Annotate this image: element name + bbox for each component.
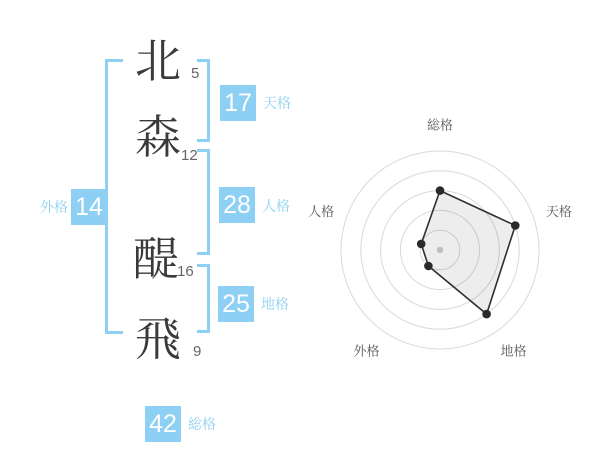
surname-char-1-stroke-count: 5 — [191, 65, 200, 82]
tenkaku-label: 天格 — [263, 95, 291, 111]
jinkaku-label: 人格 — [262, 198, 290, 214]
radar-data-point — [511, 221, 520, 230]
chikaku-score-box: 25 — [218, 286, 254, 322]
radar-axis-label: 総格 — [426, 117, 454, 133]
surname-char-2: 森 — [135, 111, 181, 163]
gaikaku-bracket — [105, 59, 123, 334]
jinkaku-score-box: 28 — [219, 187, 255, 223]
radar-axis-label: 外格 — [353, 343, 380, 359]
radar-axis-label: 地格 — [500, 343, 527, 359]
gaikaku-score-box: 14 — [71, 189, 107, 225]
given-char-2: 飛 — [135, 313, 181, 365]
gaikaku-label: 外格 — [40, 199, 68, 215]
chikaku-bracket — [197, 264, 210, 333]
radar-chart — [300, 105, 585, 360]
radar-data-point — [424, 262, 433, 271]
radar-data-point — [417, 240, 426, 249]
radar-axis-label: 人格 — [308, 203, 335, 219]
given-char-1: 醍 — [133, 233, 179, 285]
given-char-2-stroke-count: 9 — [193, 343, 202, 360]
surname-char-1: 北 — [135, 35, 181, 87]
given-char-1-stroke-count: 16 — [177, 263, 194, 280]
radar-center-dot — [437, 247, 443, 253]
radar-data-point — [436, 186, 445, 195]
radar-axis-label: 天格 — [545, 203, 572, 219]
soukaku-label: 総格 — [188, 416, 216, 432]
tenkaku-score-box: 17 — [220, 85, 256, 121]
radar-chart-svg — [300, 105, 585, 360]
jinkaku-bracket — [197, 149, 210, 255]
surname-char-2-stroke-count: 12 — [181, 147, 198, 164]
soukaku-score-box: 42 — [145, 406, 181, 442]
chikaku-label: 地格 — [261, 296, 289, 312]
radar-data-polygon — [421, 191, 515, 315]
radar-data-point — [482, 310, 491, 319]
